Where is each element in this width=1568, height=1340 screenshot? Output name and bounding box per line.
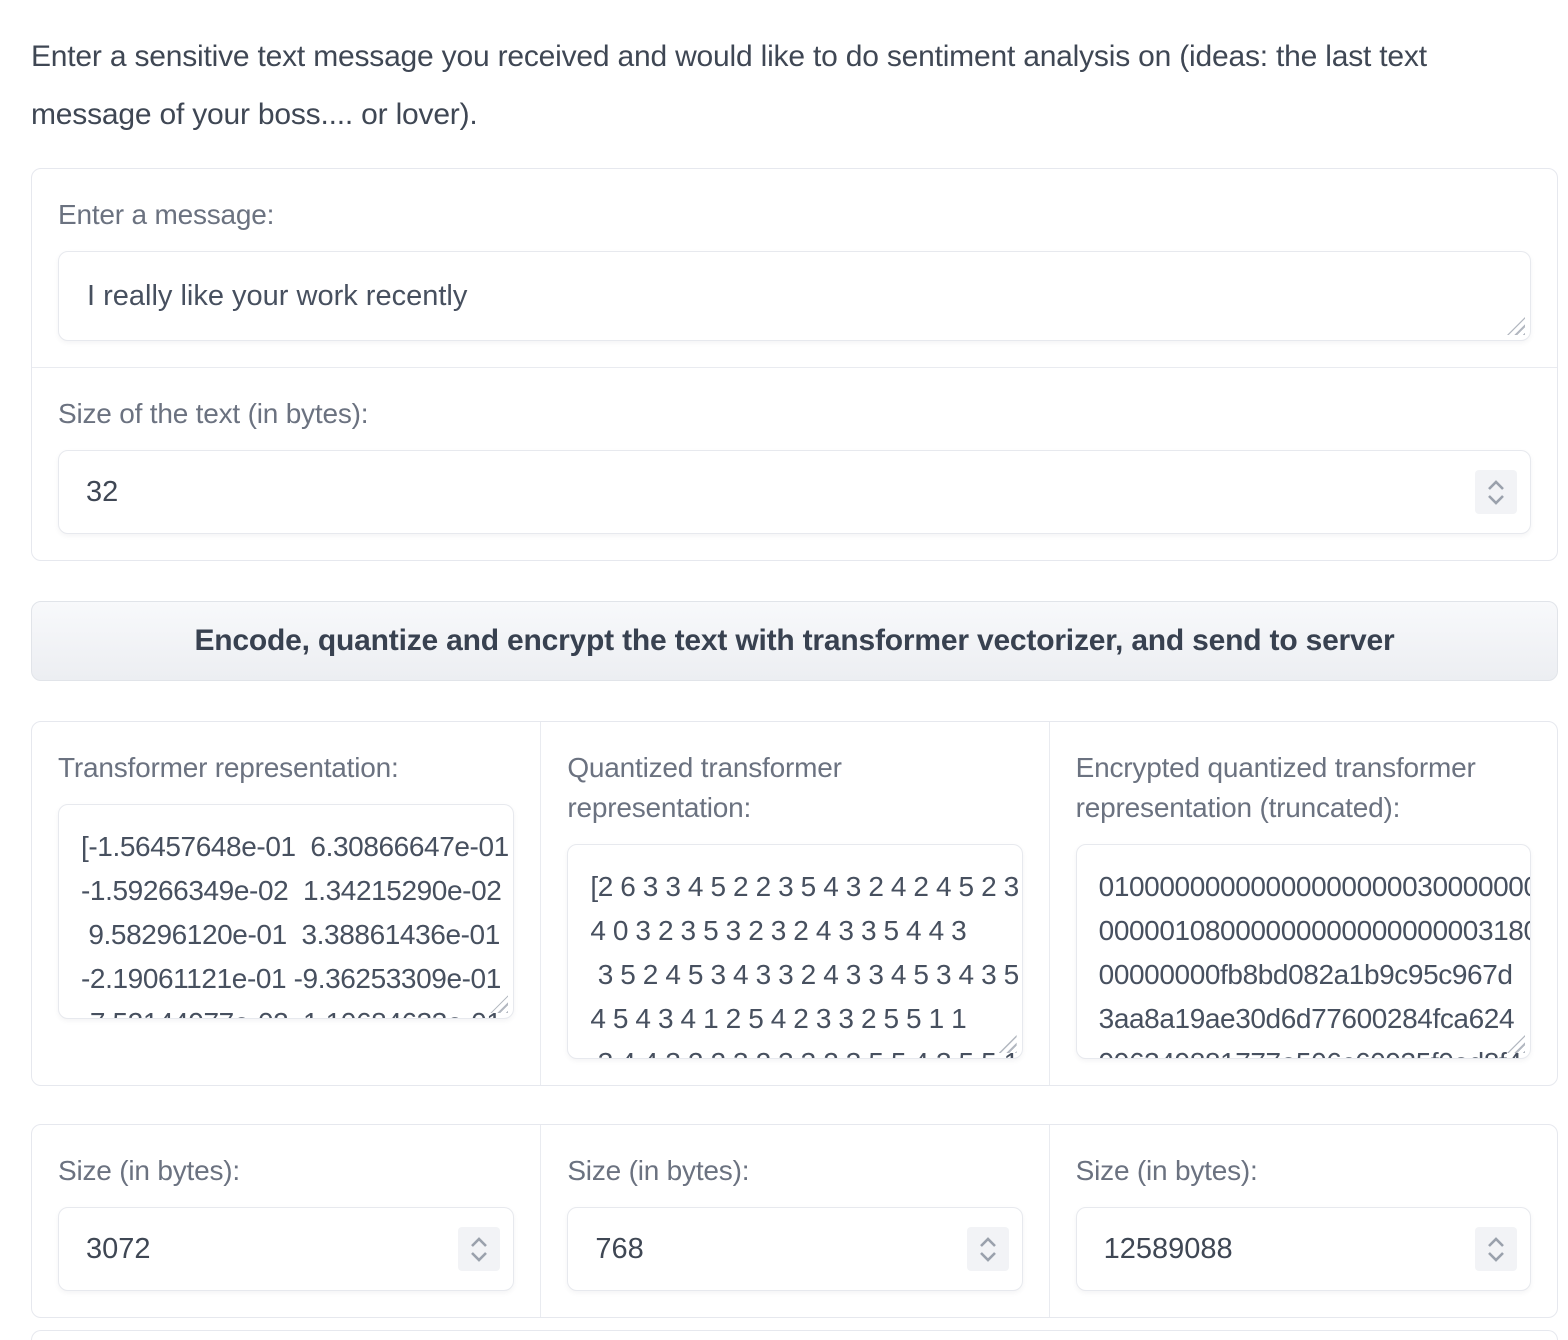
instruction-text: Enter a sensitive text message you received and would like to do sentiment analysis on (ideas: the last text message of your boss.... or lover). (31, 40, 1427, 131)
text-size-section (32, 368, 1557, 560)
encrypted-size-input[interactable] (1076, 1207, 1531, 1291)
quantized-size-label: Size (in bytes): (567, 1155, 750, 1186)
message-input[interactable] (58, 251, 1531, 341)
chevron-down-icon[interactable] (1486, 1251, 1506, 1262)
chevron-up-icon[interactable] (1486, 1237, 1506, 1248)
chevron-up-icon[interactable] (978, 1237, 998, 1248)
encode-encrypt-button[interactable]: Encode, quantize and encrypt the text with transformer vectorizer, and send to server (31, 601, 1558, 681)
text-size-label: Size of the text (in bytes): (58, 398, 369, 429)
chevron-up-icon[interactable] (469, 1237, 489, 1248)
quantized-size-input[interactable] (567, 1207, 1022, 1291)
transformer-size-input[interactable] (58, 1207, 514, 1291)
transformer-representation-section (32, 722, 540, 1085)
encrypted-representation-section (1049, 722, 1557, 1085)
quantized-representation-output[interactable] (567, 844, 1022, 1059)
message-form-box (31, 168, 1558, 561)
quantized-size-spinner[interactable] (967, 1227, 1009, 1271)
encrypted-representation-output[interactable] (1076, 844, 1531, 1059)
next-block-cutoff (31, 1330, 1558, 1340)
quantized-representation-section (540, 722, 1048, 1085)
message-section (32, 169, 1557, 367)
encrypted-size-spinner[interactable] (1475, 1227, 1517, 1271)
representations-box (31, 721, 1558, 1086)
encrypted-size-section (1049, 1125, 1557, 1317)
chevron-down-icon[interactable] (1486, 494, 1506, 505)
transformer-size-label: Size (in bytes): (58, 1155, 240, 1186)
transformer-size-spinner[interactable] (458, 1227, 500, 1271)
chevron-down-icon[interactable] (469, 1251, 489, 1262)
text-size-input[interactable] (58, 450, 1531, 534)
message-label: Enter a message: (58, 199, 275, 230)
chevron-up-icon[interactable] (1486, 480, 1506, 491)
transformer-representation-label: Transformer representation: (58, 752, 399, 783)
sizes-box (31, 1124, 1558, 1318)
transformer-size-section (32, 1125, 540, 1317)
transformer-representation-output[interactable] (58, 804, 514, 1019)
quantized-size-section (540, 1125, 1048, 1317)
chevron-down-icon[interactable] (978, 1251, 998, 1262)
text-size-spinner[interactable] (1475, 470, 1517, 514)
page-content (31, 28, 1558, 1340)
encrypted-size-label: Size (in bytes): (1075, 1155, 1258, 1186)
encrypted-representation-label: Encrypted quantized transformer representation (truncated): (1075, 752, 1476, 823)
quantized-representation-label: Quantized transformer representation: (567, 752, 842, 823)
